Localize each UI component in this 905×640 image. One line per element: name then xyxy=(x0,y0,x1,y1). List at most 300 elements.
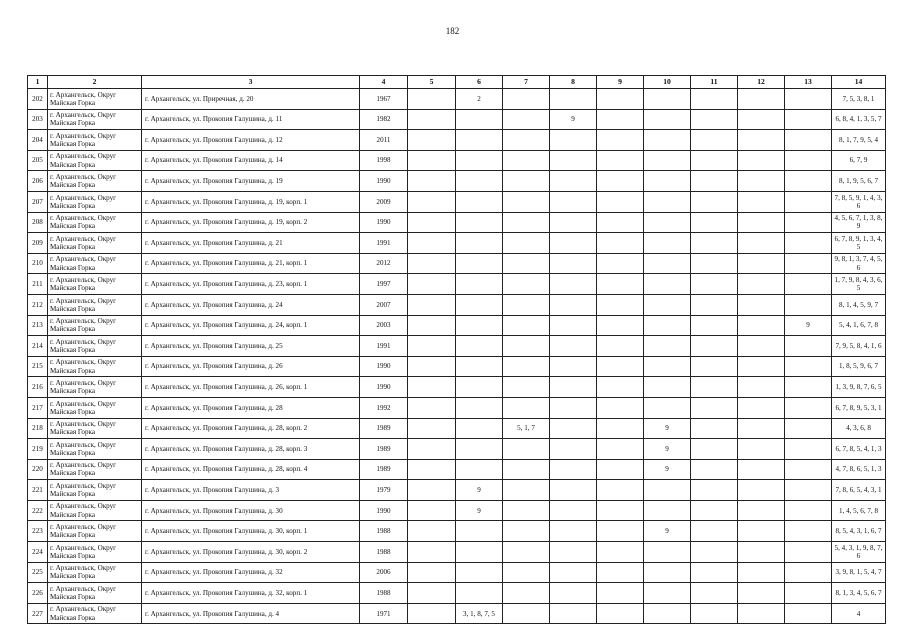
cell-col-6 xyxy=(456,377,503,398)
cell-col-11 xyxy=(691,500,738,521)
cell-address: г. Архангельск, ул. Прокопия Галушина, д. 28, корп. 2 xyxy=(142,418,360,439)
cell-col-12 xyxy=(738,418,785,439)
cell-address: г. Архангельск, ул. Прокопия Галушина, д. 30, корп. 1 xyxy=(142,521,360,542)
cell-col-11 xyxy=(691,336,738,357)
cell-col-8 xyxy=(550,480,597,501)
cell-col-10 xyxy=(644,212,691,233)
cell-col-12 xyxy=(738,233,785,254)
cell-address: г. Архангельск, ул. Прокопия Галушина, д. 12 xyxy=(142,130,360,151)
cell-col-11 xyxy=(691,377,738,398)
cell-col-12 xyxy=(738,150,785,171)
cell-col-12 xyxy=(738,583,785,604)
cell-address: г. Архангельск, ул. Прокопия Галушина, д. 26 xyxy=(142,356,360,377)
cell-district: г. Архангельск, Округ Майская Горка xyxy=(48,109,142,130)
cell-col-9 xyxy=(597,397,644,418)
cell-col-10 xyxy=(644,294,691,315)
cell-col-6 xyxy=(456,253,503,274)
cell-col-14: 7, 8, 6, 5, 4, 3, 1 xyxy=(832,480,886,501)
cell-col-11 xyxy=(691,562,738,583)
cell-col-11 xyxy=(691,274,738,295)
cell-col-11 xyxy=(691,315,738,336)
cell-district: г. Архангельск, Округ Майская Горка xyxy=(48,480,142,501)
cell-col-5 xyxy=(408,480,456,501)
cell-col-10 xyxy=(644,253,691,274)
cell-col-11 xyxy=(691,253,738,274)
cell-col-7 xyxy=(503,603,550,624)
column-header-13: 13 xyxy=(785,76,832,89)
cell-col-9 xyxy=(597,212,644,233)
cell-col-5 xyxy=(408,233,456,254)
cell-col-6 xyxy=(456,418,503,439)
cell-col-10 xyxy=(644,191,691,212)
cell-row-number: 223 xyxy=(28,521,48,542)
cell-col-10 xyxy=(644,150,691,171)
cell-col-11 xyxy=(691,171,738,192)
cell-col-12 xyxy=(738,336,785,357)
cell-col-13 xyxy=(785,191,832,212)
cell-col-5 xyxy=(408,274,456,295)
cell-col-9 xyxy=(597,130,644,151)
cell-col-8 xyxy=(550,500,597,521)
table-row xyxy=(28,521,886,542)
cell-col-8 xyxy=(550,315,597,336)
cell-col-11 xyxy=(691,356,738,377)
column-header-6: 6 xyxy=(456,76,503,89)
table-row xyxy=(28,583,886,604)
cell-col-14: 1, 4, 5, 6, 7, 8 xyxy=(832,500,886,521)
cell-col-10 xyxy=(644,542,691,563)
cell-col-9 xyxy=(597,191,644,212)
cell-col-7 xyxy=(503,397,550,418)
cell-col-7 xyxy=(503,542,550,563)
cell-col-5 xyxy=(408,397,456,418)
cell-col-14: 8, 1, 7, 9, 5, 4 xyxy=(832,130,886,151)
column-header-3: 3 xyxy=(142,76,360,89)
cell-address: г. Архангельск, ул. Прокопия Галушина, д. 19, корп. 1 xyxy=(142,191,360,212)
cell-row-number: 218 xyxy=(28,418,48,439)
cell-col-7 xyxy=(503,356,550,377)
cell-col-14: 4, 3, 6, 8 xyxy=(832,418,886,439)
cell-col-8 xyxy=(550,542,597,563)
cell-col-6 xyxy=(456,356,503,377)
cell-col-12 xyxy=(738,109,785,130)
cell-col-9 xyxy=(597,418,644,439)
cell-col-14: 3, 9, 8, 1, 5, 4, 7 xyxy=(832,562,886,583)
cell-col-10 xyxy=(644,500,691,521)
cell-address: г. Архангельск, ул. Приречная, д. 20 xyxy=(142,89,360,110)
cell-year: 1989 xyxy=(360,459,408,480)
cell-col-7 xyxy=(503,521,550,542)
cell-row-number: 213 xyxy=(28,315,48,336)
cell-col-11 xyxy=(691,294,738,315)
table-row xyxy=(28,171,886,192)
cell-district: г. Архангельск, Округ Майская Горка xyxy=(48,274,142,295)
cell-address: г. Архангельск, ул. Прокопия Галушина, д. 21 xyxy=(142,233,360,254)
cell-col-8 xyxy=(550,377,597,398)
cell-col-5 xyxy=(408,459,456,480)
cell-col-6 xyxy=(456,109,503,130)
cell-col-13 xyxy=(785,130,832,151)
cell-col-5 xyxy=(408,130,456,151)
table-body xyxy=(28,89,886,624)
cell-col-6 xyxy=(456,233,503,254)
table-row xyxy=(28,439,886,460)
cell-district: г. Архангельск, Округ Майская Горка xyxy=(48,233,142,254)
page-number: 182 xyxy=(445,26,460,36)
cell-col-12 xyxy=(738,191,785,212)
cell-col-8 xyxy=(550,150,597,171)
column-header-11: 11 xyxy=(691,76,738,89)
cell-district: г. Архангельск, Округ Майская Горка xyxy=(48,603,142,624)
cell-col-12 xyxy=(738,459,785,480)
cell-col-7 xyxy=(503,253,550,274)
cell-col-8 xyxy=(550,397,597,418)
cell-col-13 xyxy=(785,377,832,398)
cell-col-7 xyxy=(503,459,550,480)
cell-year: 1997 xyxy=(360,274,408,295)
cell-col-7 xyxy=(503,500,550,521)
cell-col-13 xyxy=(785,439,832,460)
table-row xyxy=(28,397,886,418)
cell-col-10 xyxy=(644,480,691,501)
cell-col-14: 9, 8, 1, 3, 7, 4, 5, 6 xyxy=(832,253,886,274)
cell-col-5 xyxy=(408,294,456,315)
cell-col-11 xyxy=(691,109,738,130)
cell-address: г. Архангельск, ул. Прокопия Галушина, д. 3 xyxy=(142,480,360,501)
cell-col-7 xyxy=(503,294,550,315)
cell-row-number: 214 xyxy=(28,336,48,357)
cell-col-7 xyxy=(503,89,550,110)
cell-year: 1990 xyxy=(360,377,408,398)
cell-col-8 xyxy=(550,233,597,254)
cell-col-11 xyxy=(691,542,738,563)
cell-col-14: 5, 4, 1, 6, 7, 8 xyxy=(832,315,886,336)
cell-col-5 xyxy=(408,418,456,439)
cell-col-6 xyxy=(456,583,503,604)
cell-col-9 xyxy=(597,521,644,542)
cell-col-14: 6, 7, 9 xyxy=(832,150,886,171)
cell-col-10 xyxy=(644,397,691,418)
cell-row-number: 222 xyxy=(28,500,48,521)
cell-district: г. Архангельск, Округ Майская Горка xyxy=(48,439,142,460)
cell-district: г. Архангельск, Округ Майская Горка xyxy=(48,521,142,542)
cell-year: 1989 xyxy=(360,439,408,460)
cell-col-14: 8, 1, 3, 4, 5, 6, 7 xyxy=(832,583,886,604)
cell-col-14: 1, 7, 9, 8, 4, 3, 6, 5 xyxy=(832,274,886,295)
cell-col-5 xyxy=(408,109,456,130)
cell-row-number: 227 xyxy=(28,603,48,624)
cell-col-13 xyxy=(785,542,832,563)
cell-row-number: 208 xyxy=(28,212,48,233)
cell-col-7 xyxy=(503,480,550,501)
cell-col-10 xyxy=(644,171,691,192)
cell-year: 1991 xyxy=(360,336,408,357)
cell-col-6 xyxy=(456,459,503,480)
cell-district: г. Архангельск, Округ Майская Горка xyxy=(48,356,142,377)
cell-col-8 xyxy=(550,171,597,192)
cell-col-6 xyxy=(456,521,503,542)
cell-col-11 xyxy=(691,89,738,110)
table-row xyxy=(28,294,886,315)
cell-year: 1989 xyxy=(360,418,408,439)
cell-district: г. Архангельск, Округ Майская Горка xyxy=(48,130,142,151)
cell-col-9 xyxy=(597,336,644,357)
cell-col-5 xyxy=(408,253,456,274)
cell-col-6: 9 xyxy=(456,500,503,521)
cell-col-13 xyxy=(785,89,832,110)
table-row xyxy=(28,191,886,212)
column-header-8: 8 xyxy=(550,76,597,89)
cell-district: г. Архангельск, Округ Майская Горка xyxy=(48,542,142,563)
cell-address: г. Архангельск, ул. Прокопия Галушина, д. 19 xyxy=(142,171,360,192)
cell-col-8 xyxy=(550,603,597,624)
cell-col-6 xyxy=(456,212,503,233)
cell-address: г. Архангельск, ул. Прокопия Галушина, д. 21, корп. 1 xyxy=(142,253,360,274)
cell-col-10 xyxy=(644,233,691,254)
table-row xyxy=(28,315,886,336)
cell-col-9 xyxy=(597,253,644,274)
cell-col-5 xyxy=(408,603,456,624)
cell-col-12 xyxy=(738,603,785,624)
cell-year: 2012 xyxy=(360,253,408,274)
cell-col-9 xyxy=(597,562,644,583)
cell-district: г. Архангельск, Округ Майская Горка xyxy=(48,150,142,171)
cell-col-12 xyxy=(738,356,785,377)
cell-col-13 xyxy=(785,562,832,583)
cell-year: 1982 xyxy=(360,109,408,130)
cell-col-6 xyxy=(456,439,503,460)
cell-col-6 xyxy=(456,294,503,315)
cell-col-8 xyxy=(550,191,597,212)
cell-col-9 xyxy=(597,150,644,171)
cell-col-9 xyxy=(597,109,644,130)
cell-col-8 xyxy=(550,274,597,295)
cell-col-14: 6, 8, 4, 1, 3, 5, 7 xyxy=(832,109,886,130)
cell-col-12 xyxy=(738,274,785,295)
table-row xyxy=(28,603,886,624)
cell-col-13 xyxy=(785,233,832,254)
cell-col-9 xyxy=(597,459,644,480)
cell-col-12 xyxy=(738,521,785,542)
cell-col-13 xyxy=(785,171,832,192)
cell-col-14: 1, 3, 9, 8, 7, 6, 5 xyxy=(832,377,886,398)
cell-col-7 xyxy=(503,109,550,130)
cell-col-13: 9 xyxy=(785,315,832,336)
cell-col-12 xyxy=(738,253,785,274)
cell-col-9 xyxy=(597,583,644,604)
cell-col-13 xyxy=(785,500,832,521)
table-row xyxy=(28,500,886,521)
cell-col-13 xyxy=(785,109,832,130)
cell-col-11 xyxy=(691,150,738,171)
cell-col-12 xyxy=(738,562,785,583)
cell-col-13 xyxy=(785,212,832,233)
cell-col-7 xyxy=(503,315,550,336)
cell-col-6 xyxy=(456,562,503,583)
table-row xyxy=(28,336,886,357)
cell-row-number: 203 xyxy=(28,109,48,130)
cell-col-5 xyxy=(408,521,456,542)
cell-col-12 xyxy=(738,377,785,398)
cell-col-5 xyxy=(408,336,456,357)
cell-row-number: 202 xyxy=(28,89,48,110)
column-header-1: 1 xyxy=(28,76,48,89)
cell-col-10 xyxy=(644,356,691,377)
cell-col-9 xyxy=(597,603,644,624)
cell-col-12 xyxy=(738,500,785,521)
cell-year: 2009 xyxy=(360,191,408,212)
cell-address: г. Архангельск, ул. Прокопия Галушина, д. 14 xyxy=(142,150,360,171)
cell-col-12 xyxy=(738,542,785,563)
cell-row-number: 216 xyxy=(28,377,48,398)
cell-col-8 xyxy=(550,562,597,583)
header-row xyxy=(28,76,886,89)
cell-col-12 xyxy=(738,480,785,501)
cell-col-6: 3, 1, 8, 7, 5 xyxy=(456,603,503,624)
cell-col-7 xyxy=(503,583,550,604)
cell-col-13 xyxy=(785,336,832,357)
column-header-5: 5 xyxy=(408,76,456,89)
cell-col-9 xyxy=(597,171,644,192)
cell-address: г. Архангельск, ул. Прокопия Галушина, д. 24, корп. 1 xyxy=(142,315,360,336)
cell-col-7: 5, 1, 7 xyxy=(503,418,550,439)
cell-col-5 xyxy=(408,191,456,212)
cell-col-11 xyxy=(691,130,738,151)
data-table xyxy=(27,75,886,624)
cell-col-5 xyxy=(408,356,456,377)
cell-col-11 xyxy=(691,212,738,233)
cell-col-10 xyxy=(644,89,691,110)
cell-row-number: 211 xyxy=(28,274,48,295)
cell-col-9 xyxy=(597,294,644,315)
cell-address: г. Архангельск, ул. Прокопия Галушина, д. 4 xyxy=(142,603,360,624)
cell-address: г. Архангельск, ул. Прокопия Галушина, д. 24 xyxy=(142,294,360,315)
cell-district: г. Архангельск, Округ Майская Горка xyxy=(48,315,142,336)
cell-col-9 xyxy=(597,480,644,501)
cell-col-8 xyxy=(550,459,597,480)
cell-col-11 xyxy=(691,418,738,439)
cell-col-7 xyxy=(503,171,550,192)
column-header-14: 14 xyxy=(832,76,886,89)
cell-row-number: 210 xyxy=(28,253,48,274)
cell-col-11 xyxy=(691,439,738,460)
cell-col-10: 9 xyxy=(644,459,691,480)
cell-col-14: 4, 7, 8, 6, 5, 1, 3 xyxy=(832,459,886,480)
cell-col-13 xyxy=(785,356,832,377)
cell-col-7 xyxy=(503,562,550,583)
cell-address: г. Архангельск, ул. Прокопия Галушина, д. 30 xyxy=(142,500,360,521)
cell-district: г. Архангельск, Округ Майская Горка xyxy=(48,397,142,418)
cell-col-6 xyxy=(456,542,503,563)
cell-col-8 xyxy=(550,212,597,233)
cell-district: г. Архангельск, Округ Майская Горка xyxy=(48,377,142,398)
cell-col-8 xyxy=(550,521,597,542)
cell-col-5 xyxy=(408,542,456,563)
cell-col-14: 8, 1, 9, 5, 6, 7 xyxy=(832,171,886,192)
cell-district: г. Архангельск, Округ Майская Горка xyxy=(48,583,142,604)
cell-col-8 xyxy=(550,583,597,604)
cell-col-11 xyxy=(691,521,738,542)
cell-year: 1988 xyxy=(360,521,408,542)
table-row xyxy=(28,130,886,151)
cell-year: 1971 xyxy=(360,603,408,624)
cell-row-number: 206 xyxy=(28,171,48,192)
cell-col-13 xyxy=(785,603,832,624)
cell-col-9 xyxy=(597,542,644,563)
cell-col-5 xyxy=(408,500,456,521)
cell-col-12 xyxy=(738,315,785,336)
cell-col-10 xyxy=(644,130,691,151)
cell-col-10 xyxy=(644,603,691,624)
cell-col-12 xyxy=(738,397,785,418)
cell-address: г. Архангельск, ул. Прокопия Галушина, д. 30, корп. 2 xyxy=(142,542,360,563)
cell-col-13 xyxy=(785,521,832,542)
cell-col-8 xyxy=(550,439,597,460)
cell-district: г. Архангельск, Округ Майская Горка xyxy=(48,212,142,233)
cell-col-12 xyxy=(738,439,785,460)
cell-row-number: 221 xyxy=(28,480,48,501)
cell-address: г. Архангельск, ул. Прокопия Галушина, д. 19, корп. 2 xyxy=(142,212,360,233)
table-row xyxy=(28,377,886,398)
cell-col-5 xyxy=(408,377,456,398)
cell-col-9 xyxy=(597,89,644,110)
table-row xyxy=(28,459,886,480)
cell-col-14: 8, 5, 4, 3, 1, 6, 7 xyxy=(832,521,886,542)
cell-col-13 xyxy=(785,459,832,480)
cell-col-11 xyxy=(691,191,738,212)
cell-col-11 xyxy=(691,397,738,418)
cell-district: г. Архангельск, Округ Майская Горка xyxy=(48,294,142,315)
cell-district: г. Архангельск, Округ Майская Горка xyxy=(48,500,142,521)
cell-year: 1991 xyxy=(360,233,408,254)
cell-col-10 xyxy=(644,109,691,130)
cell-col-8 xyxy=(550,89,597,110)
cell-col-7 xyxy=(503,150,550,171)
cell-col-14: 4, 5, 6, 7, 1, 3, 8, 9 xyxy=(832,212,886,233)
cell-col-5 xyxy=(408,439,456,460)
cell-col-13 xyxy=(785,150,832,171)
cell-address: г. Архангельск, ул. Прокопия Галушина, д. 26, корп. 1 xyxy=(142,377,360,398)
cell-col-5 xyxy=(408,583,456,604)
cell-col-7 xyxy=(503,191,550,212)
cell-col-10 xyxy=(644,562,691,583)
cell-row-number: 212 xyxy=(28,294,48,315)
cell-year: 2007 xyxy=(360,294,408,315)
table-row xyxy=(28,542,886,563)
cell-col-14: 6, 7, 8, 5, 4, 1, 3 xyxy=(832,439,886,460)
cell-col-7 xyxy=(503,336,550,357)
cell-district: г. Архангельск, Округ Майская Горка xyxy=(48,459,142,480)
cell-col-6 xyxy=(456,130,503,151)
cell-col-7 xyxy=(503,212,550,233)
cell-col-6 xyxy=(456,315,503,336)
cell-col-10 xyxy=(644,274,691,295)
cell-col-5 xyxy=(408,150,456,171)
cell-col-9 xyxy=(597,356,644,377)
table-row xyxy=(28,233,886,254)
cell-col-14: 4 xyxy=(832,603,886,624)
cell-col-5 xyxy=(408,171,456,192)
column-header-10: 10 xyxy=(644,76,691,89)
cell-col-9 xyxy=(597,274,644,295)
cell-col-14: 1, 8, 5, 9, 6, 7 xyxy=(832,356,886,377)
cell-address: г. Архангельск, ул. Прокопия Галушина, д. 11 xyxy=(142,109,360,130)
cell-row-number: 225 xyxy=(28,562,48,583)
table-row xyxy=(28,274,886,295)
cell-year: 1979 xyxy=(360,480,408,501)
cell-district: г. Архангельск, Округ Майская Горка xyxy=(48,418,142,439)
cell-col-8 xyxy=(550,336,597,357)
